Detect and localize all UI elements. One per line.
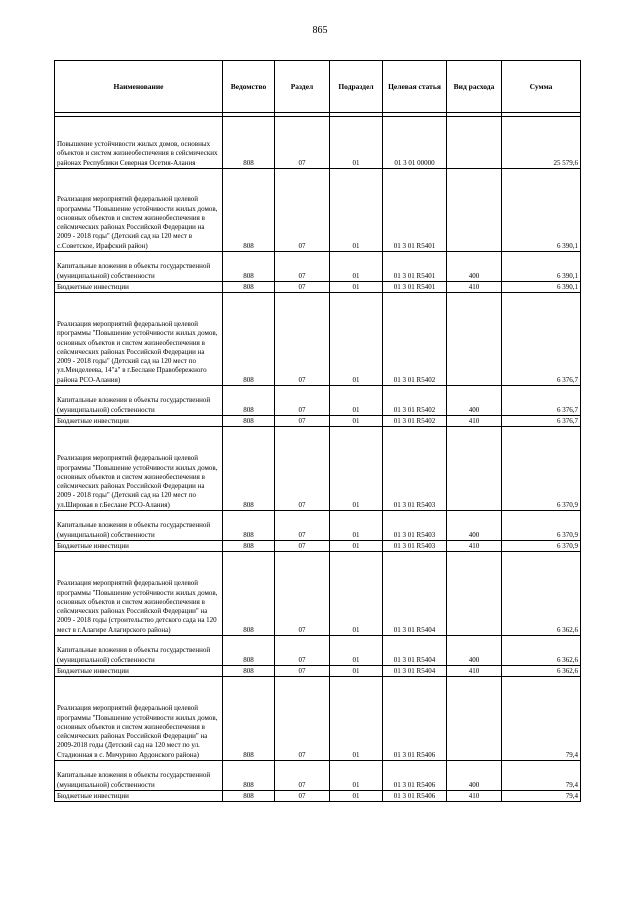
row-department-cell: 808 [223,293,275,386]
row-department-cell: 808 [223,427,275,511]
row-section-cell: 07 [275,636,330,666]
row-name-cell: Капитальные вложения в объекты государственной (муниципальной) собственности [55,386,223,416]
row-target-article-cell: 01 3 01 R5403 [383,541,447,552]
row-target-article-cell: 01 3 01 R5401 [383,282,447,293]
row-expense-type-cell [447,293,502,386]
row-department-cell: 808 [223,552,275,636]
row-sum-cell: 6 370,9 [502,427,581,511]
row-name-cell: Реализация мероприятий федеральной целевой программы "Повышение устойчивости жилых домов, основных объектов и систем жизнеобеспечения в сейсмических районах Российской Федерации" на 2009-2018 годы (Детский сад на 120 мест по ул. Стадионная в с. Мичурино Ардонского района) [55,677,223,761]
table-row [55,416,581,427]
row-name-cell: Реализация мероприятий федеральной целевой программы "Повышение устойчивости жилых домов, основных объектов и систем жизнеобеспечения в сейсмических районах Российской Федерации на 2009 - 2018 годы" (Детский сад на 120 мест по ул.Менделеева, 14"а" в г.Беслане Правобережного района РСО-Алания) [55,293,223,386]
row-sum-cell: 79,4 [502,677,581,761]
row-expense-type-cell: 400 [447,636,502,666]
row-sum-cell: 6 376,7 [502,386,581,416]
header-department: Ведомство [223,61,275,113]
row-expense-type-cell: 400 [447,386,502,416]
row-sum-cell: 6 376,7 [502,293,581,386]
row-department-cell: 808 [223,541,275,552]
row-expense-type-cell: 410 [447,666,502,677]
row-target-article-cell: 01 3 01 R5406 [383,761,447,791]
table-body [55,113,581,802]
row-expense-type-cell: 410 [447,282,502,293]
row-section-cell: 07 [275,252,330,282]
row-name-cell: Реализация мероприятий федеральной целевой программы "Повышение устойчивости жилых домов, основных объектов и систем жизнеобеспечения в сейсмических районах Российской Федерации на 2009 - 2018 годы" (Детский сад на 120 мест по ул.Широкая в г.Беслане РСО-Алания) [55,427,223,511]
row-target-article-cell: 01 3 01 R5404 [383,552,447,636]
row-section-cell: 07 [275,293,330,386]
table-row [55,252,581,282]
header-subsection: Подраздел [330,61,383,113]
table-row [55,117,581,169]
row-name-cell: Бюджетные инвестиции [55,282,223,293]
row-expense-type-cell: 400 [447,252,502,282]
row-expense-type-cell: 400 [447,761,502,791]
table-header-row [55,61,581,113]
row-section-cell: 07 [275,666,330,677]
row-subsection-cell: 01 [330,427,383,511]
table-row [55,677,581,761]
page-number: 865 [312,25,328,36]
table-row [55,427,581,511]
row-subsection-cell: 01 [330,386,383,416]
budget-table [54,60,581,802]
row-department-cell: 808 [223,677,275,761]
header-section: Раздел [275,61,330,113]
row-subsection-cell: 01 [330,636,383,666]
row-subsection-cell: 01 [330,416,383,427]
row-target-article-cell: 01 3 01 R5404 [383,636,447,666]
row-subsection-cell: 01 [330,252,383,282]
row-department-cell: 808 [223,761,275,791]
row-expense-type-cell [447,552,502,636]
row-name-cell: Повышение устойчивости жилых домов, основных объектов и систем жизнеобеспечения в сейсмических районах Республики Северная Осетия-Алания [55,117,223,169]
table-row [55,511,581,541]
header-name: Наименование [55,61,223,113]
row-section-cell: 07 [275,282,330,293]
row-sum-cell: 6 370,9 [502,511,581,541]
row-sum-cell: 25 579,6 [502,117,581,169]
row-section-cell: 07 [275,761,330,791]
row-section-cell: 07 [275,677,330,761]
row-sum-cell: 79,4 [502,791,581,802]
row-department-cell: 808 [223,117,275,169]
row-department-cell: 808 [223,386,275,416]
table-row [55,791,581,802]
row-target-article-cell: 01 3 01 R5402 [383,416,447,427]
row-sum-cell: 6 362,6 [502,666,581,677]
row-department-cell: 808 [223,666,275,677]
row-subsection-cell: 01 [330,511,383,541]
row-subsection-cell: 01 [330,677,383,761]
row-expense-type-cell: 400 [447,511,502,541]
row-name-cell: Бюджетные инвестиции [55,416,223,427]
header-sum: Сумма [502,61,581,113]
row-expense-type-cell: 410 [447,791,502,802]
row-sum-cell: 6 390,1 [502,252,581,282]
row-sum-cell: 79,4 [502,761,581,791]
table-row [55,282,581,293]
row-section-cell: 07 [275,511,330,541]
row-target-article-cell: 01 3 01 R5406 [383,677,447,761]
row-section-cell: 07 [275,416,330,427]
table-row [55,169,581,252]
row-section-cell: 07 [275,169,330,252]
row-target-article-cell: 01 3 01 R5402 [383,293,447,386]
row-expense-type-cell: 410 [447,416,502,427]
row-name-cell: Капитальные вложения в объекты государственной (муниципальной) собственности [55,252,223,282]
row-target-article-cell: 01 3 01 R5404 [383,666,447,677]
row-name-cell: Бюджетные инвестиции [55,666,223,677]
row-sum-cell: 6 376,7 [502,416,581,427]
row-name-cell: Реализация мероприятий федеральной целевой программы "Повышение устойчивости жилых домов, основных объектов и систем жизнеобеспечения в сейсмических районах Российской Федерации на 2009 - 2018 годы" (Детский сад на 120 мест в с.Советское, Ирафский район) [55,169,223,252]
row-name-cell: Бюджетные инвестиции [55,791,223,802]
row-name-cell: Капитальные вложения в объекты государственной (муниципальной) собственности [55,636,223,666]
header-target-article: Целевая статья [383,61,447,113]
row-department-cell: 808 [223,282,275,293]
table-row [55,386,581,416]
row-expense-type-cell [447,677,502,761]
row-department-cell: 808 [223,791,275,802]
row-section-cell: 07 [275,117,330,169]
row-target-article-cell: 01 3 01 R5402 [383,386,447,416]
row-name-cell: Реализация мероприятий федеральной целевой программы "Повышение устойчивости жилых домов, основных объектов и систем жизнеобеспечения в сейсмических районах Российской Федерации" на 2009 - 2018 годы (строительство детского сада на 120 мест в г.Алагире Алагирского района) [55,552,223,636]
row-target-article-cell: 01 3 01 R5401 [383,169,447,252]
row-subsection-cell: 01 [330,552,383,636]
row-target-article-cell: 01 3 01 R5403 [383,511,447,541]
row-subsection-cell: 01 [330,169,383,252]
row-target-article-cell: 01 3 01 R5406 [383,791,447,802]
row-subsection-cell: 01 [330,761,383,791]
row-name-cell: Капитальные вложения в объекты государственной (муниципальной) собственности [55,761,223,791]
row-expense-type-cell [447,117,502,169]
table-row [55,541,581,552]
table-row [55,666,581,677]
row-expense-type-cell: 410 [447,541,502,552]
row-target-article-cell: 01 3 01 R5403 [383,427,447,511]
row-expense-type-cell [447,169,502,252]
row-department-cell: 808 [223,636,275,666]
table-row [55,636,581,666]
row-department-cell: 808 [223,252,275,282]
row-section-cell: 07 [275,791,330,802]
row-sum-cell: 6 362,6 [502,552,581,636]
table-row [55,552,581,636]
row-department-cell: 808 [223,511,275,541]
row-subsection-cell: 01 [330,541,383,552]
row-target-article-cell: 01 3 01 00000 [383,117,447,169]
row-expense-type-cell [447,427,502,511]
row-sum-cell: 6 362,6 [502,636,581,666]
row-section-cell: 07 [275,541,330,552]
header-expense-type: Вид расхода [447,61,502,113]
row-name-cell: Капитальные вложения в объекты государственной (муниципальной) собственности [55,511,223,541]
row-subsection-cell: 01 [330,293,383,386]
row-department-cell: 808 [223,169,275,252]
row-subsection-cell: 01 [330,791,383,802]
row-sum-cell: 6 390,1 [502,282,581,293]
row-section-cell: 07 [275,552,330,636]
row-section-cell: 07 [275,427,330,511]
row-subsection-cell: 01 [330,282,383,293]
row-section-cell: 07 [275,386,330,416]
table-row [55,293,581,386]
row-sum-cell: 6 390,1 [502,169,581,252]
row-name-cell: Бюджетные инвестиции [55,541,223,552]
row-subsection-cell: 01 [330,117,383,169]
row-department-cell: 808 [223,416,275,427]
row-sum-cell: 6 370,9 [502,541,581,552]
row-subsection-cell: 01 [330,666,383,677]
row-target-article-cell: 01 3 01 R5401 [383,252,447,282]
table-row [55,761,581,791]
